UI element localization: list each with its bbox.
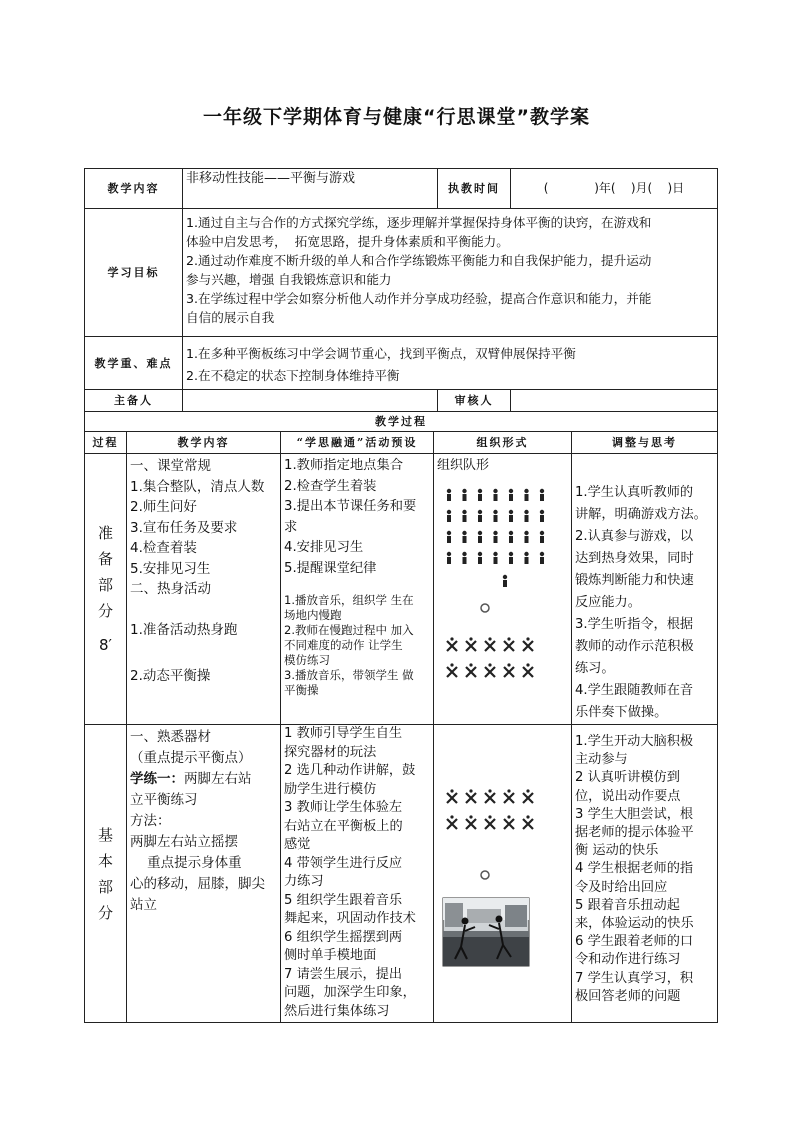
reflection-line: 乐伴奏下做操。 <box>575 705 668 720</box>
activity-line: 力练习 <box>284 874 324 889</box>
student-figure <box>462 489 466 501</box>
preparer-label: 主备人 <box>85 390 183 412</box>
content-line: 方法： <box>130 813 171 829</box>
reflection-line: 1.学生认真听教师的 <box>575 485 694 500</box>
content-line: 1.准备活动热身跑 <box>130 621 238 638</box>
time-label: 执教时间 <box>438 169 511 209</box>
activity-line: 3 教师让学生体验左 <box>284 800 403 815</box>
goals-label: 学习目标 <box>85 209 183 337</box>
partner-pair <box>523 637 533 651</box>
col-header: “学思融通”活动预设 <box>281 432 434 454</box>
activity-line: 2.检查学生着装 <box>284 478 377 494</box>
formation-diagram <box>437 475 567 695</box>
content-line: 5.安排见习生 <box>130 560 211 577</box>
goal-line: 自信的展示自我 <box>186 310 275 325</box>
reflection-line: 极回答老师的问题 <box>575 988 681 1004</box>
reflection-line: 讲解，明确游戏方法。 <box>575 507 707 522</box>
content-line: 一、熟悉器材 <box>130 729 211 745</box>
stage-char: 分 <box>97 903 113 922</box>
partner-pair <box>466 789 476 803</box>
goal-line: 参与兴趣，增强 自我锻炼意识和能力 <box>186 272 392 287</box>
reflection-line: 6 学生跟着老师的口 <box>575 934 694 950</box>
org-label: 组织队形 <box>437 458 490 473</box>
partner-pair <box>447 789 457 803</box>
goal-line: 1.通过自主与合作的方式探究学练，逐步理解并掌握保持身体平衡的诀窍，在游戏和 <box>186 215 652 230</box>
partner-pairs <box>447 637 533 677</box>
student-figure <box>524 510 528 522</box>
content-line <box>130 769 277 790</box>
goal-line: 2.通过动作难度不断升级的单人和合作学练锻炼平衡能力和自我保护能力，提升运动 <box>186 253 652 268</box>
reflection-line: 教师的动作示范积极 <box>575 639 694 654</box>
partner-pair <box>466 637 476 651</box>
student-figure <box>503 575 507 587</box>
reflection-line: 据老师的提示体验平 <box>575 825 694 841</box>
col-header: 组织形式 <box>434 432 572 454</box>
prep-row <box>85 454 718 725</box>
student-figure <box>493 489 497 501</box>
page-title: 一年级下学期体育与健康“行思课堂”教学案 <box>203 106 590 128</box>
date-field: ( )年( )月( )日 <box>511 169 718 209</box>
content-line: 2.动态平衡操 <box>130 668 211 684</box>
stage-char: 备 <box>97 550 113 568</box>
prep-content <box>127 454 281 725</box>
prep-reflection <box>572 454 718 725</box>
student-figure <box>478 552 482 564</box>
activity-line: 励学生进行模仿 <box>284 781 377 797</box>
prep-stage <box>85 454 127 725</box>
lesson-info-table <box>84 168 718 412</box>
student-rows <box>447 489 544 564</box>
partner-pair <box>504 789 514 803</box>
reviewer-value <box>511 390 718 412</box>
student-figure <box>509 510 513 522</box>
activity-line: 4 带领学生进行反应 <box>284 855 403 871</box>
reflection-line: 主动参与 <box>575 752 628 768</box>
reflection-line: 达到热身效果，同时 <box>575 551 694 566</box>
student-figure <box>509 489 513 501</box>
basic-content <box>127 725 281 1023</box>
basic-reflection <box>572 725 718 1023</box>
student-figure <box>540 552 544 564</box>
basic-row <box>85 725 718 1023</box>
activity-small-line: 2.教师在慢跑过程中 加入 <box>284 623 414 637</box>
basic-organization <box>434 725 572 1023</box>
content-line: 2.师生问好 <box>130 499 197 515</box>
prep-organization <box>434 454 572 725</box>
reflection-line: 衡 运动的快乐 <box>575 843 659 859</box>
activity-small-line: 模仿练习 <box>284 653 330 667</box>
whistle-icon <box>481 871 489 879</box>
activity-line: 7 请尝生展示，提出 <box>284 966 403 982</box>
whistle-icon <box>481 604 489 612</box>
partner-pair <box>447 815 457 829</box>
content-line: 站立 <box>130 897 157 913</box>
col-header: 调整与思考 <box>572 432 718 454</box>
partner-pair <box>485 663 495 677</box>
process-header-row <box>85 432 718 454</box>
partner-pair <box>504 663 514 677</box>
student-figure <box>509 552 513 564</box>
prep-time: 8′ <box>99 636 112 654</box>
content-line: 心的移动，屈膝，脚尖 <box>130 876 265 892</box>
reflection-line: 4.学生跟随教师在音 <box>575 683 694 698</box>
reflection-line: 4 学生根据老师的指 <box>575 861 694 877</box>
reflection-line: 2 认真听讲模仿到 <box>575 770 680 786</box>
reflection-line: 3 学生大胆尝试，根 <box>575 806 694 822</box>
reflection-line: 来，体验运动的快乐 <box>575 916 694 932</box>
activity-line: 1 教师引导学生自生 <box>284 726 403 741</box>
activity-small-line: 1.播放音乐，组织学 生在 <box>284 593 414 607</box>
reflection-line: 5 跟着音乐扭动起 <box>575 897 680 913</box>
activity-line: 4.安排见习生 <box>284 540 364 555</box>
reflection-line: 3.学生听指令，根据 <box>575 617 694 632</box>
activity-line: 5.提醒课堂纪律 <box>284 560 377 576</box>
content-line: （重点提示平衡点） <box>130 750 252 766</box>
partner-pair <box>485 789 495 803</box>
student-figure <box>524 531 528 543</box>
content-line: 二、热身活动 <box>130 581 211 597</box>
stage-char: 分 <box>97 602 113 620</box>
student-figure <box>478 489 482 501</box>
student-figure <box>524 489 528 501</box>
partner-pair <box>447 637 457 651</box>
partner-pair <box>504 637 514 651</box>
col-header: 过程 <box>85 432 127 454</box>
activity-line: 舞起来，巩固动作技术 <box>284 911 416 926</box>
partner-pair <box>504 815 514 829</box>
content-label: 教学内容 <box>85 169 183 209</box>
partner-pair <box>523 789 533 803</box>
key-points-label: 教学重、难点 <box>85 337 183 390</box>
student-figure <box>493 531 497 543</box>
partner-pair <box>485 637 495 651</box>
student-figure <box>524 552 528 564</box>
goals-row <box>85 209 718 337</box>
student-figure <box>478 510 482 522</box>
process-title: 教学过程 <box>85 412 718 432</box>
student-figure <box>447 531 451 543</box>
process-table <box>84 411 718 1023</box>
reviewer-label: 审核人 <box>438 390 511 412</box>
practice-photo <box>443 898 529 966</box>
content-line: 4.检查着装 <box>130 540 197 556</box>
partner-pair <box>466 663 476 677</box>
stage-char: 部 <box>97 877 113 896</box>
goal-line: 3.在学练过程中学会如察分析他人动作并分享成功经验，提高合作意识和能力，并能 <box>186 291 652 306</box>
stage-char: 本 <box>97 851 113 870</box>
activity-line: 侧时单手模地面 <box>284 948 377 963</box>
goals-text <box>183 209 718 337</box>
partner-pair <box>466 815 476 829</box>
content-line: 两脚左右站立摇摆 <box>130 834 238 850</box>
reflection-line: 位，说出动作要点 <box>575 788 681 804</box>
process-title-row <box>85 412 718 432</box>
student-figure <box>493 552 497 564</box>
partner-pair <box>523 663 533 677</box>
key-points-text <box>183 337 718 390</box>
partner-pair <box>485 815 495 829</box>
student-figure <box>540 489 544 501</box>
key-points-row <box>85 337 718 390</box>
preparer-value <box>183 390 438 412</box>
activity-small-line: 3.播放音乐，带领学生 做 <box>284 668 414 682</box>
key-point-line: 2.在不稳定的状态下控制身体维持平衡 <box>186 368 400 383</box>
basic-stage <box>85 725 127 1023</box>
activity-line: 2 选几种动作讲解，鼓 <box>284 763 416 778</box>
reflection-line: 1.学生开动大脑积极 <box>575 734 694 749</box>
reflection-line: 令和动作进行练习 <box>575 952 681 968</box>
activity-line: 感觉 <box>284 837 311 852</box>
content-line: 3.宣布任务及要求 <box>130 519 238 536</box>
col-header: 教学内容 <box>127 432 281 454</box>
student-figure <box>462 531 466 543</box>
student-figure <box>509 531 513 543</box>
partner-pair <box>523 815 533 829</box>
reflection-line: 练习。 <box>575 661 615 676</box>
stage-char: 基 <box>97 825 113 844</box>
activity-small-line: 平衡操 <box>284 683 319 697</box>
practice-diagram <box>437 725 567 1015</box>
student-figure <box>447 510 451 522</box>
activity-line: 求 <box>284 519 298 535</box>
student-figure <box>540 531 544 543</box>
student-figure <box>447 489 451 501</box>
activity-line: 6 组织学生摇摆到两 <box>284 929 403 945</box>
activity-line: 3.提出本节课任务和要 <box>284 499 417 514</box>
activity-line: 问题，加深学生印象， <box>284 985 416 1000</box>
basic-activities <box>281 725 434 1023</box>
student-figure <box>462 510 466 522</box>
content-line: 立平衡练习 <box>130 792 198 808</box>
stage-char: 部 <box>97 576 113 594</box>
reflection-line: 2.认真参与游戏，以 <box>575 529 694 544</box>
activity-small-line: 不同难度的动作 让学生 <box>284 638 403 652</box>
drill-label: 学练一： <box>130 771 184 787</box>
student-figure <box>478 531 482 543</box>
activity-line: 1.教师指定地点集合 <box>284 458 404 473</box>
reflection-line: 令及时给出回应 <box>575 879 668 895</box>
goal-line: 体验中启发思考， 拓宽思路，提升身体素质和平衡能力。 <box>186 234 509 249</box>
student-figure <box>447 552 451 564</box>
key-point-line: 1.在多种平衡板练习中学会调节重心，找到平衡点，双臂伸展保持平衡 <box>186 346 576 361</box>
content-line: 1.集合整队，清点人数 <box>130 478 265 495</box>
activity-line: 5 组织学生跟着音乐 <box>284 892 403 908</box>
activity-line: 探究器材的玩法 <box>284 744 377 760</box>
student-figure <box>540 510 544 522</box>
activity-line: 然后进行集体练习 <box>284 1003 390 1019</box>
student-figure <box>462 552 466 564</box>
stage-char: 准 <box>97 524 113 542</box>
content-line: 一、课堂常规 <box>130 458 211 474</box>
content-row <box>85 169 718 209</box>
content-line: 重点提示身体重 <box>130 855 242 871</box>
activity-line: 右站立在平衡板上的 <box>284 818 403 834</box>
reflection-line: 反应能力。 <box>575 595 641 610</box>
partner-pairs <box>447 789 533 829</box>
student-figure <box>493 510 497 522</box>
preparer-row <box>85 390 718 412</box>
prep-activities <box>281 454 434 725</box>
activity-small-line: 场地内慢跑 <box>284 608 342 622</box>
drill-title: 两脚左右站 <box>184 771 252 787</box>
content-value: 非移动性技能——平衡与游戏 <box>183 169 438 209</box>
reflection-line: 7 学生认真学习，积 <box>575 970 694 986</box>
reflection-line: 锻炼判断能力和快速 <box>575 573 694 588</box>
teacher-figure <box>503 575 507 587</box>
partner-pair <box>447 663 457 677</box>
